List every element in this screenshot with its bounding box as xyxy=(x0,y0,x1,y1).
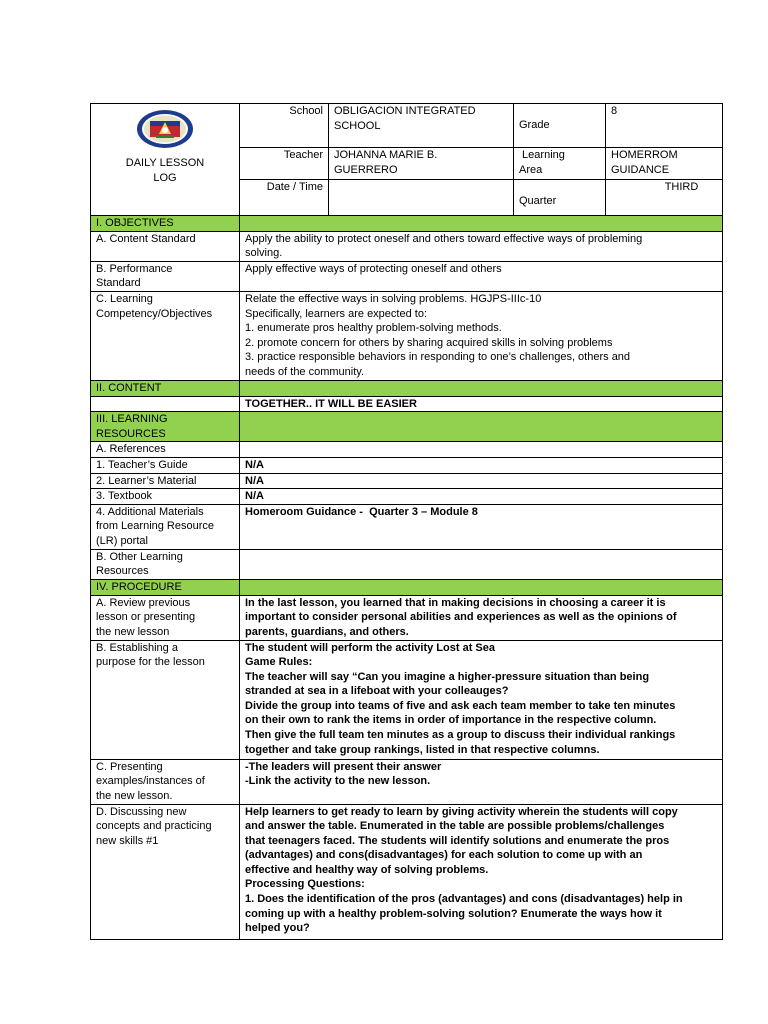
section-resources-fill xyxy=(240,412,723,442)
discussing-value: Help learners to get ready to learn by giving activity wherein the students will copy and answer the table. Enumerated in the table are possible problems/challenges that teenagers faced. The students will identify solutions and enumerate the pros (advantages) and cons(disadvantages) for each solution to come up with an effective and healthy way of solving problems. Processing Questions: 1. Does the identification of the pros (advantages) and cons (disadvantages) help in coming up with a healthy problem-solving solution? Enumerate the ways how it helped you? xyxy=(240,804,723,939)
other-resources-label: B. Other Learning Resources xyxy=(91,549,240,579)
section-procedure: IV. PROCEDURE xyxy=(91,579,240,595)
teachers-guide-label: 1. Teacher’s Guide xyxy=(91,457,240,473)
additional-materials-value: Homeroom Guidance - Quarter 3 – Module 8 xyxy=(240,504,723,549)
competency-label: C. Learning Competency/Objectives xyxy=(91,291,240,380)
learners-material-value: N/A xyxy=(240,473,723,489)
discussing-label: D. Discussing new concepts and practicing new skills #1 xyxy=(91,804,240,939)
school-value: OBLIGACION INTEGRATED SCHOOL xyxy=(329,104,514,148)
grade-value: 8 xyxy=(606,104,723,148)
grade-label: Grade xyxy=(514,104,606,148)
section-content-fill xyxy=(240,380,723,396)
section-objectives-fill xyxy=(240,216,723,232)
performance-standard-label: B. Performance Standard xyxy=(91,261,240,291)
teacher-label: Teacher xyxy=(240,148,329,180)
section-content: II. CONTENT xyxy=(91,380,240,396)
purpose-value: The student will perform the activity Lost at Sea Game Rules: The teacher will say “Can you imagine a higher-pressure situation than being stranded at sea in a lifeboat with your colleauges? Divide the group into teams of five and ask each team member to take ten minutes on their own to rank the items in order of importance in the respective column. Then give the full team ten minutes as a group to discuss their individual rankings together and take group rankings, listed in that respective columns. xyxy=(240,640,723,759)
learning-area-label: Learning Area xyxy=(514,148,606,180)
datetime-value xyxy=(329,180,514,216)
teacher-value: JOHANNA MARIE B. GUERRERO xyxy=(329,148,514,180)
content-standard-value: Apply the ability to protect oneself and others toward effective ways of probleming solving. xyxy=(240,231,723,261)
references-value xyxy=(240,442,723,458)
content-standard-label: A. Content Standard xyxy=(91,231,240,261)
section-objectives: I. OBJECTIVES xyxy=(91,216,240,232)
review-label: A. Review previous lesson or presenting the new lesson xyxy=(91,595,240,640)
quarter-label: Quarter xyxy=(514,180,606,216)
header-logo-cell xyxy=(91,104,240,216)
content-title: TOGETHER.. IT WILL BE EASIER xyxy=(240,396,723,412)
references-label: A. References xyxy=(91,442,240,458)
learning-area-value: HOMERROM GUIDANCE xyxy=(606,148,723,180)
daily-lesson-log xyxy=(90,103,722,940)
quarter-value: THIRD xyxy=(606,180,723,216)
school-label: School xyxy=(240,104,329,148)
textbook-label: 3. Textbook xyxy=(91,489,240,505)
deped-seal-icon xyxy=(136,109,194,149)
datetime-label: Date / Time xyxy=(240,180,329,216)
competency-value: Relate the effective ways in solving problems. HGJPS-IIIc-10 Specifically, learners are expected to: 1. enumerate pros healthy problem-solving methods. 2. promote concern for others by sharing acquired skills in solving problems 3. practice responsible behaviors in responding to one’s challenges, others and needs of the community. xyxy=(240,291,723,380)
presenting-label: C. Presenting examples/instances of the new lesson. xyxy=(91,759,240,804)
learners-material-label: 2. Learner’s Material xyxy=(91,473,240,489)
lesson-log-table xyxy=(90,103,723,940)
presenting-value: -The leaders will present their answer -Link the activity to the new lesson. xyxy=(240,759,723,804)
additional-materials-label: 4. Additional Materials from Learning Resource (LR) portal xyxy=(91,504,240,549)
purpose-label: B. Establishing a purpose for the lesson xyxy=(91,640,240,759)
title-line-2: LOG xyxy=(153,171,177,184)
review-value: In the last lesson, you learned that in making decisions in choosing a career it is important to consider personal abilities and experiences as well as the opinions of parents, guardians, and others. xyxy=(240,595,723,640)
other-resources-value xyxy=(240,549,723,579)
section-procedure-fill xyxy=(240,579,723,595)
section-resources: III. LEARNING RESOURCES xyxy=(91,412,240,442)
teachers-guide-value: N/A xyxy=(240,457,723,473)
content-label-empty xyxy=(91,396,240,412)
textbook-value: N/A xyxy=(240,489,723,505)
performance-standard-value: Apply effective ways of protecting oneself and others xyxy=(240,261,723,291)
title-line-1: DAILY LESSON xyxy=(125,157,205,169)
